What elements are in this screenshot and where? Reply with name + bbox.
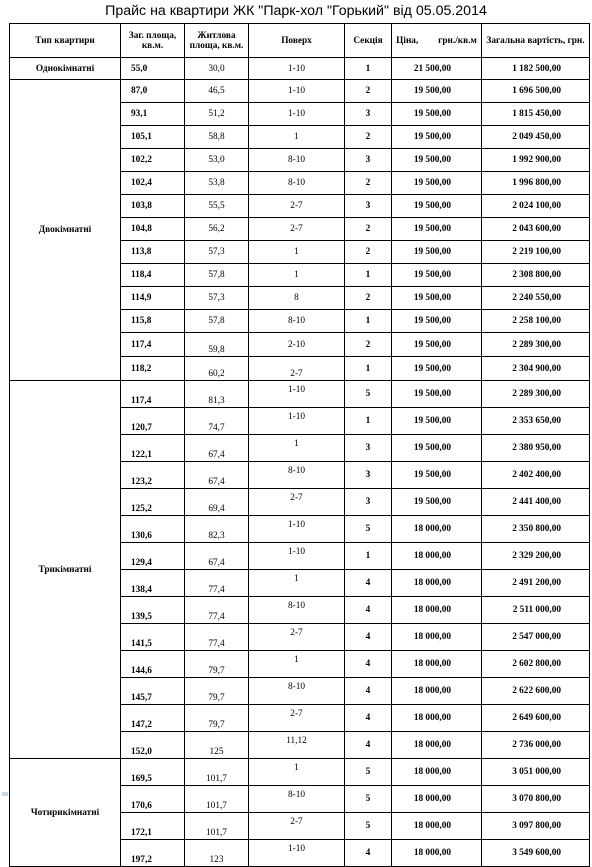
floor-cell: 8-10 [249, 310, 345, 333]
price-cell: 19 500,00 [392, 287, 482, 310]
price-cell: 19 500,00 [392, 462, 482, 489]
total-cost-cell: 2 649 600,00 [482, 705, 590, 732]
total-area-cell: 122,1 [121, 435, 185, 462]
header-price [392, 24, 482, 58]
floor-cell: 1-10 [249, 103, 345, 126]
price-cell: 18 000,00 [392, 840, 482, 867]
floor-cell: 8 [249, 287, 345, 310]
header-total-cost: Загальна вартість, грн. [482, 24, 590, 58]
floor-cell: 11,12 [249, 732, 345, 759]
total-area-cell: 93,1 [121, 103, 185, 126]
total-cost-cell: 3 097 800,00 [482, 813, 590, 840]
floor-cell: 1 [249, 241, 345, 264]
total-area-cell: 117,4 [121, 381, 185, 408]
total-cost-cell: 2 622 600,00 [482, 678, 590, 705]
price-cell: 18 000,00 [392, 516, 482, 543]
section-cell: 4 [345, 624, 392, 651]
floor-cell: 8-10 [249, 462, 345, 489]
total-cost-cell: 2 329 200,00 [482, 543, 590, 570]
total-area-cell: 129,4 [121, 543, 185, 570]
living-area-cell: 53,0 [185, 149, 249, 172]
total-area-cell: 120,7 [121, 408, 185, 435]
total-cost-cell: 2 258 100,00 [482, 310, 590, 333]
price-cell: 19 500,00 [392, 218, 482, 241]
living-area-cell: 67,4 [185, 462, 249, 489]
price-cell: 18 000,00 [392, 813, 482, 840]
floor-cell: 1-10 [249, 58, 345, 80]
floor-cell: 1 [249, 126, 345, 149]
total-area-cell: 152,0 [121, 732, 185, 759]
floor-cell: 8-10 [249, 678, 345, 705]
total-area-cell: 104,8 [121, 218, 185, 241]
living-area-cell: 82,3 [185, 516, 249, 543]
total-area-cell: 170,6 [121, 786, 185, 813]
living-area-cell: 57,8 [185, 264, 249, 287]
header-total-area: Заг. площа, кв.м. [121, 24, 185, 58]
total-cost-cell: 2 043 600,00 [482, 218, 590, 241]
section-cell: 1 [345, 408, 392, 435]
living-area-cell: 58,8 [185, 126, 249, 149]
living-area-cell: 101,7 [185, 786, 249, 813]
price-cell: 18 000,00 [392, 597, 482, 624]
total-area-cell: 118,4 [121, 264, 185, 287]
price-cell: 18 000,00 [392, 786, 482, 813]
total-cost-cell: 2 441 400,00 [482, 489, 590, 516]
corner-mark [2, 792, 8, 796]
table-row [10, 80, 590, 103]
section-cell: 4 [345, 570, 392, 597]
total-cost-cell: 1 992 900,00 [482, 149, 590, 172]
section-cell: 2 [345, 80, 392, 103]
living-area-cell: 79,7 [185, 678, 249, 705]
floor-cell: 1-10 [249, 543, 345, 570]
floor-cell: 1 [249, 651, 345, 678]
total-cost-cell: 2 350 800,00 [482, 516, 590, 543]
living-area-cell: 125 [185, 732, 249, 759]
total-area-cell: 145,7 [121, 678, 185, 705]
living-area-cell: 60,2 [185, 357, 249, 381]
total-area-cell: 117,4 [121, 333, 185, 357]
section-cell: 5 [345, 516, 392, 543]
total-area-cell: 105,1 [121, 126, 185, 149]
total-area-cell: 115,8 [121, 310, 185, 333]
total-cost-cell: 1 696 500,00 [482, 80, 590, 103]
living-area-cell: 59,8 [185, 333, 249, 357]
total-area-cell: 55,0 [121, 58, 185, 80]
table-body [10, 58, 590, 867]
price-cell: 19 500,00 [392, 103, 482, 126]
total-area-cell: 118,2 [121, 357, 185, 381]
section-cell: 2 [345, 287, 392, 310]
living-area-cell: 30,0 [185, 58, 249, 80]
price-cell: 18 000,00 [392, 705, 482, 732]
total-area-cell: 113,8 [121, 241, 185, 264]
section-cell: 4 [345, 840, 392, 867]
section-cell: 3 [345, 462, 392, 489]
page-title: Прайс на квартири ЖК "Парк-хол "Горький" від 05.05.2014 [105, 3, 487, 19]
living-area-cell: 53,8 [185, 172, 249, 195]
floor-cell: 8-10 [249, 786, 345, 813]
total-cost-cell: 2 289 300,00 [482, 333, 590, 357]
price-cell: 18 000,00 [392, 543, 482, 570]
floor-cell: 2-7 [249, 624, 345, 651]
living-area-cell: 69,4 [185, 489, 249, 516]
total-cost-cell: 2 219 100,00 [482, 241, 590, 264]
total-area-cell: 172,1 [121, 813, 185, 840]
total-area-cell: 87,0 [121, 80, 185, 103]
price-cell: 19 500,00 [392, 195, 482, 218]
total-cost-cell: 2 380 950,00 [482, 435, 590, 462]
price-cell: 21 500,00 [392, 58, 482, 80]
total-cost-cell: 2 736 000,00 [482, 732, 590, 759]
price-cell: 18 000,00 [392, 759, 482, 786]
price-cell: 18 000,00 [392, 678, 482, 705]
total-area-cell: 130,6 [121, 516, 185, 543]
living-area-cell: 77,4 [185, 597, 249, 624]
floor-cell: 2-7 [249, 813, 345, 840]
total-area-cell: 144,6 [121, 651, 185, 678]
price-cell: 19 500,00 [392, 381, 482, 408]
table-row [10, 759, 590, 786]
floor-cell: 2-7 [249, 489, 345, 516]
total-area-cell: 123,2 [121, 462, 185, 489]
floor-cell: 1 [249, 759, 345, 786]
floor-cell: 2-7 [249, 705, 345, 732]
floor-cell: 1 [249, 570, 345, 597]
price-cell: 19 500,00 [392, 435, 482, 462]
floor-cell: 1-10 [249, 381, 345, 408]
section-cell: 1 [345, 543, 392, 570]
total-cost-cell: 2 491 200,00 [482, 570, 590, 597]
living-area-cell: 74,7 [185, 408, 249, 435]
header-section: Секція [345, 24, 392, 58]
section-cell: 1 [345, 58, 392, 80]
price-cell: 18 000,00 [392, 732, 482, 759]
floor-cell: 8-10 [249, 172, 345, 195]
price-cell: 18 000,00 [392, 570, 482, 597]
total-cost-cell: 3 051 000,00 [482, 759, 590, 786]
total-cost-cell: 2 353 650,00 [482, 408, 590, 435]
section-cell: 3 [345, 149, 392, 172]
floor-cell: 2-7 [249, 195, 345, 218]
apartment-type-cell: Трикімнатні [10, 381, 121, 759]
living-area-cell: 57,3 [185, 287, 249, 310]
total-area-cell: 114,9 [121, 287, 185, 310]
price-cell: 18 000,00 [392, 651, 482, 678]
section-cell: 5 [345, 786, 392, 813]
section-cell: 4 [345, 732, 392, 759]
header-price-label: Ціна, [396, 35, 419, 46]
total-cost-cell: 1 182 500,00 [482, 58, 590, 80]
total-cost-cell: 2 511 000,00 [482, 597, 590, 624]
living-area-cell: 51,2 [185, 103, 249, 126]
section-cell: 4 [345, 651, 392, 678]
price-cell: 19 500,00 [392, 264, 482, 287]
header-row [10, 24, 590, 58]
section-cell: 3 [345, 489, 392, 516]
living-area-cell: 77,4 [185, 570, 249, 597]
floor-cell: 1 [249, 264, 345, 287]
price-cell: 18 000,00 [392, 624, 482, 651]
total-cost-cell: 1 815 450,00 [482, 103, 590, 126]
price-cell: 19 500,00 [392, 357, 482, 381]
total-cost-cell: 2 304 900,00 [482, 357, 590, 381]
living-area-cell: 67,4 [185, 435, 249, 462]
floor-cell: 1-10 [249, 516, 345, 543]
total-cost-cell: 3 070 800,00 [482, 786, 590, 813]
floor-cell: 1-10 [249, 80, 345, 103]
section-cell: 5 [345, 381, 392, 408]
total-area-cell: 138,4 [121, 570, 185, 597]
living-area-cell: 57,8 [185, 310, 249, 333]
section-cell: 3 [345, 435, 392, 462]
total-area-cell: 103,8 [121, 195, 185, 218]
total-cost-cell: 2 049 450,00 [482, 126, 590, 149]
price-cell: 19 500,00 [392, 333, 482, 357]
apartment-type-cell: Чотирикімнатні [10, 759, 121, 867]
living-area-cell: 79,7 [185, 705, 249, 732]
section-cell: 3 [345, 103, 392, 126]
total-cost-cell: 2 547 000,00 [482, 624, 590, 651]
floor-cell: 1-10 [249, 840, 345, 867]
living-area-cell: 123 [185, 840, 249, 867]
section-cell: 4 [345, 597, 392, 624]
total-area-cell: 147,2 [121, 705, 185, 732]
total-cost-cell: 2 308 800,00 [482, 264, 590, 287]
header-living-area: Житлова площа, кв.м. [185, 24, 249, 58]
section-cell: 2 [345, 172, 392, 195]
total-area-cell: 139,5 [121, 597, 185, 624]
floor-cell: 2-7 [249, 218, 345, 241]
living-area-cell: 77,4 [185, 624, 249, 651]
section-cell: 1 [345, 357, 392, 381]
total-area-cell: 141,5 [121, 624, 185, 651]
total-cost-cell: 2 024 100,00 [482, 195, 590, 218]
total-cost-cell: 2 602 800,00 [482, 651, 590, 678]
price-cell: 19 500,00 [392, 408, 482, 435]
section-cell: 4 [345, 678, 392, 705]
section-cell: 5 [345, 813, 392, 840]
price-cell: 19 500,00 [392, 241, 482, 264]
floor-cell: 2-7 [249, 357, 345, 381]
living-area-cell: 81,3 [185, 381, 249, 408]
total-cost-cell: 1 996 800,00 [482, 172, 590, 195]
apartment-type-cell: Двокімнатні [10, 80, 121, 381]
total-area-cell: 169,5 [121, 759, 185, 786]
table-row [10, 58, 590, 80]
section-cell: 2 [345, 126, 392, 149]
total-cost-cell: 3 549 600,00 [482, 840, 590, 867]
total-area-cell: 197,2 [121, 840, 185, 867]
living-area-cell: 46,5 [185, 80, 249, 103]
floor-cell: 8-10 [249, 597, 345, 624]
price-cell: 19 500,00 [392, 172, 482, 195]
total-area-cell: 102,2 [121, 149, 185, 172]
living-area-cell: 101,7 [185, 813, 249, 840]
total-cost-cell: 2 289 300,00 [482, 381, 590, 408]
living-area-cell: 67,4 [185, 543, 249, 570]
living-area-cell: 55,5 [185, 195, 249, 218]
total-area-cell: 125,2 [121, 489, 185, 516]
section-cell: 5 [345, 759, 392, 786]
floor-cell: 2-10 [249, 333, 345, 357]
living-area-cell: 57,3 [185, 241, 249, 264]
price-table [9, 23, 590, 867]
total-cost-cell: 2 240 550,00 [482, 287, 590, 310]
living-area-cell: 56,2 [185, 218, 249, 241]
total-area-cell: 102,4 [121, 172, 185, 195]
price-cell: 19 500,00 [392, 126, 482, 149]
floor-cell: 8-10 [249, 149, 345, 172]
price-cell: 19 500,00 [392, 80, 482, 103]
floor-cell: 1-10 [249, 408, 345, 435]
living-area-cell: 79,7 [185, 651, 249, 678]
section-cell: 3 [345, 195, 392, 218]
price-cell: 19 500,00 [392, 149, 482, 172]
header-type: Тип квартири [10, 24, 121, 58]
header-price-unit: грн./кв.м [438, 35, 477, 46]
apartment-type-cell: Однокімнатні [10, 58, 121, 80]
section-cell: 2 [345, 241, 392, 264]
price-cell: 19 500,00 [392, 310, 482, 333]
living-area-cell: 101,7 [185, 759, 249, 786]
floor-cell: 1 [249, 435, 345, 462]
price-cell: 19 500,00 [392, 489, 482, 516]
section-cell: 1 [345, 310, 392, 333]
total-cost-cell: 2 402 400,00 [482, 462, 590, 489]
header-floor: Поверх [249, 24, 345, 58]
table-row [10, 381, 590, 408]
section-cell: 4 [345, 705, 392, 732]
section-cell: 1 [345, 264, 392, 287]
section-cell: 2 [345, 333, 392, 357]
section-cell: 2 [345, 218, 392, 241]
